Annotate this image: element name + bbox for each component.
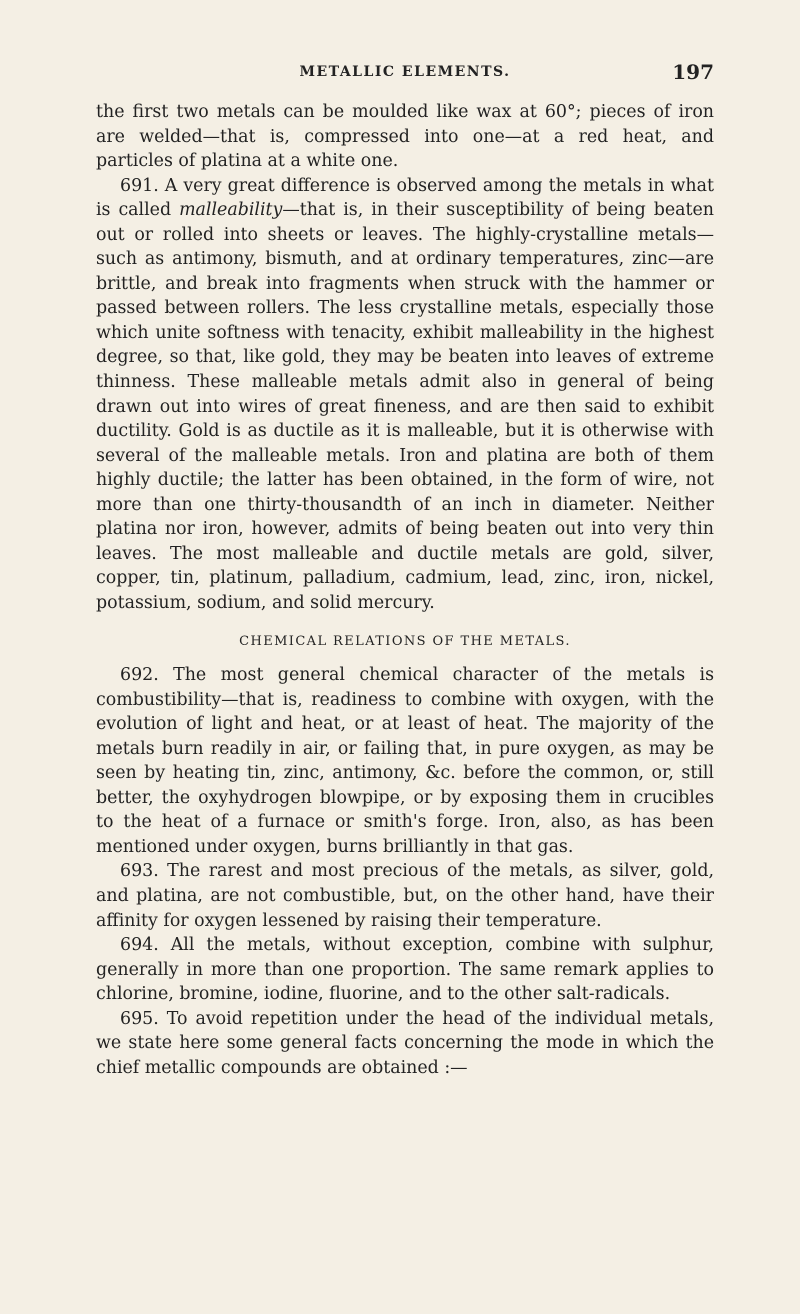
paragraph-695: 695. To avoid repetition under the head of the individual metals, we state here some general facts concerning the mode in which the chief metallic compounds are obtained :— — [96, 1008, 714, 1078]
paragraph-691 — [96, 174, 714, 616]
section-heading: CHEMICAL RELATIONS OF THE METALS. — [239, 634, 571, 650]
emphasis-malleability: malleability — [179, 200, 283, 221]
paragraph-693: 693. The rarest and most precious of the metals, as silver, gold, and platina, are not combustible, but, on the other hand, have their affinity for oxygen lessened by raising their temperature. — [96, 861, 714, 931]
page-number: 197 — [672, 60, 714, 84]
paragraph-continued: the first two metals can be moulded like wax at 60°; pieces of iron are welded—that is, compressed into one—at a red heat, and particles of platina at a white one. — [96, 102, 714, 172]
paragraph-691-start: 691. A very great difference is observed among the metals in what is called — [96, 175, 714, 221]
paragraph-694: 694. All the metals, without exception, combine with sulphur, generally in more than one proportion. The same remark applies to chlorine, bromine, iodine, fluorine, and to the other salt-radicals. — [96, 935, 714, 1005]
page-body — [96, 100, 714, 1080]
paragraph-692: 692. The most general chemical character of the metals is combustibility—that is, readiness to combine with oxygen, with the evolution of light and heat, or at least of heat. The majority of the metals burn readily in air, or failing that, in pure oxygen, as may be seen by heating tin, zinc, antimony, &c. before the common, or, still better, the oxyhydrogen blowpipe, or by exposing them in crucibles to the heat of a furnace or smith's forge. Iron, also, as has been mentioned under oxygen, burns brilliantly in that gas. — [96, 665, 714, 857]
paragraph-691-rest: —that is, in their susceptibility of being beaten out or rolled into sheets or leaves. The highly-crystalline metals—such as antimony, bismuth, and at ordinary temperatures, zinc—are brittle, and break into fragments when struck with the hammer or passed between rollers. The less crystalline metals, especially those which unite softness with tenacity, exhibit malleability in the highest degree, so that, like gold, they may be beaten into leaves of extreme thinness. These malleable metals admit also in general of being drawn out into wires of great fineness, and are then said to exhibit ductility. Gold is as ductile as it is malleable, but it is otherwise with several of the malleable metals. Iron and platina are both of them highly ductile; the latter has been obtained, in the form of wire, not more than one thirty-thousandth of an inch in diameter. Neither platina nor iron, however, admits of being beaten out into very thin leaves. The most malleable and ductile metals are gold, silver, copper, tin, platinum, palladium, cadmium, lead, zinc, iron, nickel, potassium, sodium, and solid mercury. — [96, 200, 714, 613]
running-head — [96, 60, 714, 84]
running-title: METALLIC ELEMENTS. — [299, 64, 511, 80]
